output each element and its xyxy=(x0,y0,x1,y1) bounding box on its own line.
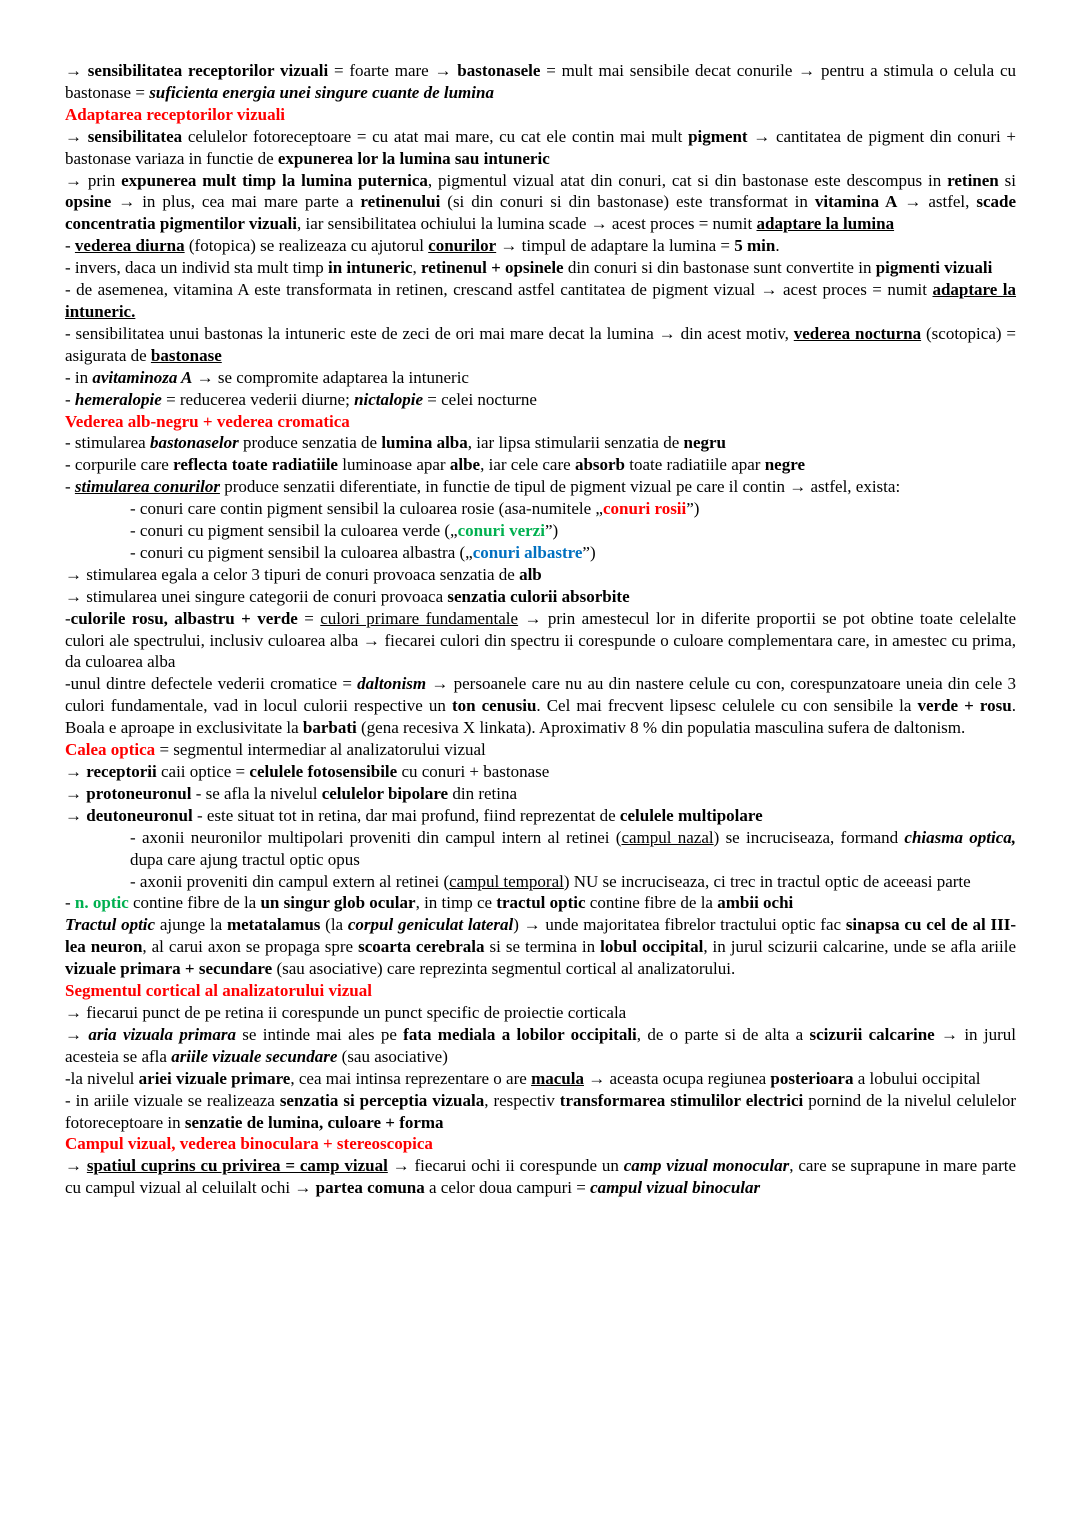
text-segment: scoarta cerebrala xyxy=(358,937,485,957)
text-segment: - xyxy=(65,608,71,628)
text-segment: in intuneric xyxy=(328,258,413,278)
text-segment: (si din conuri si din bastonase) este transformat in xyxy=(440,192,815,212)
paragraph xyxy=(65,739,1016,761)
text-segment: - in ariile vizuale se realizeaza xyxy=(65,1090,280,1110)
text-segment: - conuri care contin pigment sensibil la culoarea rosie (asa-numitele „ xyxy=(130,499,603,519)
text-segment: -unul dintre defectele vederii cromatice = xyxy=(65,674,358,694)
text-segment: → fiecarui punct de pe retina ii corespunde un punct specific de proiectie corticala xyxy=(65,1002,627,1022)
text-segment: → prin amestecul lor in diferite proportii se pot obtine toate celelalte culori ale spectrului, inclusiv culoarea alba → fiecarei culori din spectru ii corespunde o culoare complementara care, in amestec cu prima, da culoarea alba xyxy=(65,608,1016,672)
text-segment: . xyxy=(775,236,780,256)
text-segment: vizuale primara + secundare xyxy=(65,959,273,979)
text-segment: deutoneuronul xyxy=(86,805,193,825)
text-segment: - conuri cu pigment sensibil la culoarea verde („ xyxy=(130,521,458,541)
text-segment: - xyxy=(65,236,75,256)
text-segment: Segmentul cortical al analizatorului vizual xyxy=(65,981,372,1001)
paragraph xyxy=(65,586,1016,608)
paragraph xyxy=(130,520,1016,542)
text-segment: posterioara xyxy=(770,1068,854,1088)
text-segment: Campul vizual, vederea binoculara + stereoscopica xyxy=(65,1134,433,1154)
text-segment: conuri albastre xyxy=(472,542,583,562)
text-segment: luminoase apar xyxy=(337,455,450,475)
text-segment: alb xyxy=(519,564,542,584)
text-segment: pigment xyxy=(688,126,748,146)
text-segment: campul nazal xyxy=(621,827,714,847)
text-segment: ) se incruciseaza, formand xyxy=(713,827,905,847)
text-segment: partea comuna xyxy=(315,1178,425,1198)
text-segment: → xyxy=(65,805,87,825)
text-segment: (scotopica) = asigurata de xyxy=(65,323,1016,365)
text-segment: → xyxy=(65,783,87,803)
text-segment: → xyxy=(65,762,87,781)
text-segment: - se afla la nivelul xyxy=(191,783,322,803)
paragraph xyxy=(65,805,1016,827)
paragraph xyxy=(65,564,1016,586)
text-segment: celulele multipolare xyxy=(619,805,763,825)
text-segment: , pigmentul vizual atat din conuri, cat si din bastonase este descompus in xyxy=(427,170,948,190)
paragraph xyxy=(65,608,1016,674)
text-segment: transformarea stimulilor electrici xyxy=(559,1090,804,1110)
text-segment: bastonase xyxy=(150,345,222,365)
text-segment: → astfel, xyxy=(897,192,977,212)
text-segment: ton cenusiu xyxy=(451,696,537,716)
text-segment: → in plus, cea mai mare parte a xyxy=(111,192,361,212)
text-segment: un singur glob ocular xyxy=(260,893,416,913)
text-segment: expunerea lor la lumina sau intuneric xyxy=(277,148,550,168)
text-segment: - invers, daca un individ sta mult timp xyxy=(65,258,328,278)
text-segment: dupa care ajung tractul optic opus xyxy=(130,849,360,869)
text-segment: - stimularea xyxy=(65,433,150,453)
text-segment: ariei vizuale primare xyxy=(138,1068,291,1088)
text-segment: sensibilitatea xyxy=(87,126,183,146)
paragraph xyxy=(65,914,1016,980)
section-heading xyxy=(65,104,1016,126)
paragraph xyxy=(65,892,1016,914)
text-segment: → fiecarui ochi ii corespunde un xyxy=(387,1156,624,1176)
text-segment: conuri rosii xyxy=(602,499,687,519)
text-segment: albe xyxy=(449,455,481,475)
text-segment: si xyxy=(998,170,1016,190)
text-segment: ambii ochi xyxy=(717,893,794,913)
section-heading xyxy=(65,1133,1016,1155)
text-segment: = celei nocturne xyxy=(423,389,537,409)
text-segment: , iar lipsa stimularii senzatia de xyxy=(467,433,684,453)
paragraph xyxy=(65,783,1016,805)
text-segment: negru xyxy=(683,433,727,453)
text-segment: → se compromite adaptarea la intuneric xyxy=(192,367,469,387)
text-segment: = xyxy=(297,608,321,628)
text-segment: → xyxy=(65,1156,87,1176)
text-segment: → xyxy=(65,61,88,80)
text-segment: n. optic xyxy=(74,893,129,913)
text-segment: = segmentul intermediar al analizatorului vizual xyxy=(155,740,486,760)
text-segment: contine fibre de la xyxy=(128,893,261,913)
paragraph xyxy=(130,827,1016,871)
text-segment: . Cel mai frecvent lipsesc celulele cu con sensibile la xyxy=(536,696,918,716)
text-segment: fata mediala a lobilor occipitali xyxy=(403,1024,637,1044)
text-segment: celulele fotosensibile xyxy=(249,762,398,781)
text-segment: celulelor fotoreceptoare = cu atat mai mare, cu cat ele contin mai mult xyxy=(182,126,689,146)
text-segment: = reducerea vederii diurne; xyxy=(161,389,355,409)
paragraph xyxy=(65,126,1016,170)
text-segment: , iar sensibilitatea ochiului la lumina scade → acest proces = numit xyxy=(297,214,757,234)
text-segment: → xyxy=(65,1024,89,1044)
text-segment: absorb xyxy=(574,455,626,475)
text-segment: scizurii calcarine xyxy=(809,1024,935,1044)
paragraph xyxy=(65,1155,1016,1199)
text-segment: bastonasele xyxy=(457,61,541,80)
paragraph xyxy=(65,323,1016,367)
text-segment: contine fibre de la xyxy=(585,893,718,913)
text-segment: senzatie de lumina, culoare + forma xyxy=(184,1112,444,1132)
text-segment: metatalamus xyxy=(226,915,321,935)
text-segment: din retina xyxy=(448,783,518,803)
paragraph xyxy=(65,761,1016,783)
text-segment: ”) xyxy=(544,521,559,541)
text-segment: , xyxy=(412,258,422,278)
text-segment: lobul occipital xyxy=(600,937,704,957)
text-segment: Calea optica xyxy=(65,740,156,760)
text-segment: Adaptarea receptorilor vizuali xyxy=(65,104,286,124)
text-segment: retinen xyxy=(947,170,999,190)
text-segment: pigmenti vizuali xyxy=(875,258,993,278)
text-segment: , in timp ce xyxy=(415,893,497,913)
paragraph xyxy=(65,279,1016,323)
text-segment: sinapsa cu cel de al III-lea neuron xyxy=(65,915,1017,957)
text-segment: → stimularea unei singure categorii de conuri provoaca xyxy=(65,586,448,606)
text-segment: campul temporal xyxy=(449,871,564,891)
text-segment: hemeralopie xyxy=(74,389,162,409)
text-segment: , in jurul scizurii calcarine, unde se afla ariile xyxy=(703,937,1017,957)
text-segment: senzatia culorii absorbite xyxy=(447,586,630,606)
text-segment: - corpurile care xyxy=(65,455,174,475)
text-segment: → xyxy=(65,126,88,146)
text-segment: culori primare fundamentale xyxy=(320,608,519,628)
paragraph xyxy=(65,673,1016,739)
text-segment: stimularea conurilor xyxy=(74,477,220,497)
text-segment: , al carui axon se propaga spre xyxy=(142,937,359,957)
text-segment: - xyxy=(65,893,75,913)
text-segment: , de o parte si de alta a xyxy=(636,1024,810,1044)
text-segment: , respectiv xyxy=(484,1090,560,1110)
text-segment: lumina alba xyxy=(381,433,468,453)
text-segment: din conuri si din bastonase sunt convertite in xyxy=(563,258,876,278)
text-segment: camp vizual monocular xyxy=(623,1156,790,1176)
text-segment: → aceasta ocupa regiunea xyxy=(583,1068,771,1088)
text-segment: → stimularea egala a celor 3 tipuri de conuri provoaca senzatia de xyxy=(65,564,520,584)
text-segment: conuri verzi xyxy=(457,521,545,541)
text-segment: → cantitatea de pigment din conuri + bastonase variaza in functie de xyxy=(65,126,1016,168)
text-segment: → timpul de adaptare la lumina = xyxy=(496,236,735,256)
paragraph xyxy=(65,1024,1016,1068)
text-segment: se intinde mai ales pe xyxy=(236,1024,404,1044)
text-segment: culorile rosu, albastru + verde xyxy=(70,608,298,628)
text-segment: protoneuronul xyxy=(86,783,192,803)
paragraph xyxy=(65,1068,1016,1090)
text-segment: negre xyxy=(764,455,806,475)
text-segment: vederea diurna xyxy=(74,236,185,256)
text-segment: nictalopie xyxy=(354,389,424,409)
text-segment: campul vizual binocular xyxy=(590,1178,761,1198)
text-segment: → persoanele care nu au din nastere celule cu con, corespunzatoare uneia din cele 3 culori fundamentale, vad in locul culorii respective un xyxy=(65,674,1017,716)
text-segment: (sau asociative) xyxy=(337,1046,448,1066)
text-segment: caii optice = xyxy=(156,762,250,781)
text-segment: retinenului xyxy=(360,192,441,212)
text-segment: a celor doua campuri = xyxy=(424,1178,591,1198)
text-segment: celulelor bipolare xyxy=(321,783,449,803)
paragraph xyxy=(65,1002,1016,1024)
paragraph xyxy=(130,498,1016,520)
paragraph xyxy=(65,476,1016,498)
text-segment: aria vizuala primara xyxy=(88,1024,236,1044)
paragraph xyxy=(65,170,1016,236)
text-segment: 5 min xyxy=(734,236,776,256)
text-segment: = mult mai sensibile decat conurile → pentru a stimula o celula cu bastonase = xyxy=(65,61,1017,102)
text-segment: expunerea mult timp la lumina puternica xyxy=(121,170,428,190)
text-segment: → in jurul acesteia se afla xyxy=(65,1024,1016,1066)
paragraph xyxy=(130,542,1016,564)
paragraph xyxy=(65,454,1016,476)
text-segment: a lobului occipital xyxy=(853,1068,981,1088)
paragraph xyxy=(65,432,1016,454)
text-segment: ajunge la xyxy=(155,915,227,935)
text-segment: daltonism xyxy=(357,674,427,694)
text-segment: cu conuri + bastonase xyxy=(397,762,550,781)
text-segment: tractul optic xyxy=(496,893,586,913)
text-segment: . Boala e aproape in exclusivitate la xyxy=(65,696,1016,738)
text-segment: senzatia si perceptia vizuala xyxy=(279,1090,485,1110)
text-segment: - conuri cu pigment sensibil la culoarea albastra („ xyxy=(130,542,473,562)
text-segment: (sau asociative) care reprezinta segmentul cortical al analizatorului. xyxy=(272,959,736,979)
text-segment: → prin xyxy=(65,170,122,190)
text-segment: (fotopica) se realizeaza cu ajutorul xyxy=(184,236,429,256)
text-segment: avitaminoza A xyxy=(92,367,193,387)
text-segment: ) NU se incruciseaza, ci trec in tractul optic de aceeasi parte xyxy=(563,871,971,891)
text-segment: verde + rosu xyxy=(917,696,1012,716)
text-segment: , iar cele care xyxy=(480,455,575,475)
text-segment: - sensibilitatea unui bastonas la intuneric este de zeci de ori mai mare decat la lumina → din acest motiv, xyxy=(65,323,794,343)
paragraph xyxy=(65,367,1016,389)
text-segment: suficienta energia unei singure cuante de lumina xyxy=(149,82,494,102)
text-segment: spatiul cuprins cu privirea = camp vizual xyxy=(86,1156,388,1176)
text-segment: chiasma optica, xyxy=(904,827,1016,847)
text-segment: sensibilitatea receptorilor vizuali xyxy=(87,61,329,80)
text-segment: -la nivelul xyxy=(65,1068,139,1088)
text-segment: reflecta toate radiatiile xyxy=(173,455,338,475)
text-segment: si se termina in xyxy=(484,937,601,957)
text-segment: - este situat tot in retina, dar mai profund, fiind reprezentat de xyxy=(192,805,620,825)
section-heading xyxy=(65,980,1016,1002)
text-segment: vitamina A xyxy=(814,192,898,212)
paragraph xyxy=(130,871,1016,893)
text-segment: macula xyxy=(531,1068,584,1088)
text-segment: - de asemenea, vitamina A este transformata in retinen, crescand astfel cantitatea de pigment vizual → acest proces = numit xyxy=(65,280,933,300)
text-segment: adaptare la intuneric. xyxy=(65,280,1017,321)
text-segment: - xyxy=(65,389,75,409)
text-segment: pornind de la nivelul celulelor fotoreceptoare in xyxy=(65,1090,1017,1132)
paragraph xyxy=(65,60,1016,104)
paragraph xyxy=(65,1090,1016,1134)
text-segment: = foarte mare → xyxy=(328,61,458,80)
text-segment: ariile vizuale secundare xyxy=(171,1046,338,1066)
document-body xyxy=(65,60,1016,1199)
text-segment: barbati xyxy=(302,718,357,738)
text-segment: corpul geniculat lateral xyxy=(347,915,514,935)
text-segment: opsine xyxy=(65,192,112,212)
text-segment: - axonii proveniti din campul extern al retinei ( xyxy=(130,871,450,891)
text-segment: Vederea alb-negru + vederea cromatica xyxy=(65,411,350,431)
text-segment: receptorii xyxy=(86,762,157,781)
text-segment: vederea nocturna xyxy=(793,323,922,343)
paragraph xyxy=(65,235,1016,257)
text-segment: (la xyxy=(320,915,348,935)
paragraph xyxy=(65,389,1016,411)
text-segment: , cea mai intinsa reprezentare o are xyxy=(290,1068,532,1088)
text-segment: retinenul + opsinele xyxy=(421,258,564,278)
text-segment: scade concentratia pigmentilor vizuali xyxy=(65,192,1017,234)
section-heading xyxy=(65,411,1016,433)
text-segment: ”) xyxy=(686,499,700,519)
text-segment: Tractul optic xyxy=(65,915,156,935)
text-segment: - axonii neuronilor multipolari proveniti din campul intern al retinei ( xyxy=(130,827,622,847)
text-segment: ) → unde majoritatea fibrelor tractului optic fac xyxy=(513,915,846,935)
text-segment: - xyxy=(65,477,75,497)
paragraph xyxy=(65,257,1016,279)
text-segment: produce senzatii diferentiate, in functie de tipul de pigment vizual pe care il contin → astfel, exista: xyxy=(219,477,901,497)
text-segment: bastonaselor xyxy=(149,433,239,453)
text-segment: adaptare la lumina xyxy=(756,214,895,234)
text-segment: (gena recesiva X linkata). Aproximativ 8 % din populatia masculina sufera de daltonism. xyxy=(356,718,966,738)
text-segment: produce senzatia de xyxy=(238,433,382,453)
text-segment: - in xyxy=(65,367,93,387)
text-segment: , care se suprapune in mare parte cu campul vizual al celuilalt ochi → xyxy=(65,1156,1016,1198)
text-segment: ”) xyxy=(582,542,596,562)
text-segment: conurilor xyxy=(428,236,497,256)
text-segment: toate radiatiile apar xyxy=(625,455,765,475)
